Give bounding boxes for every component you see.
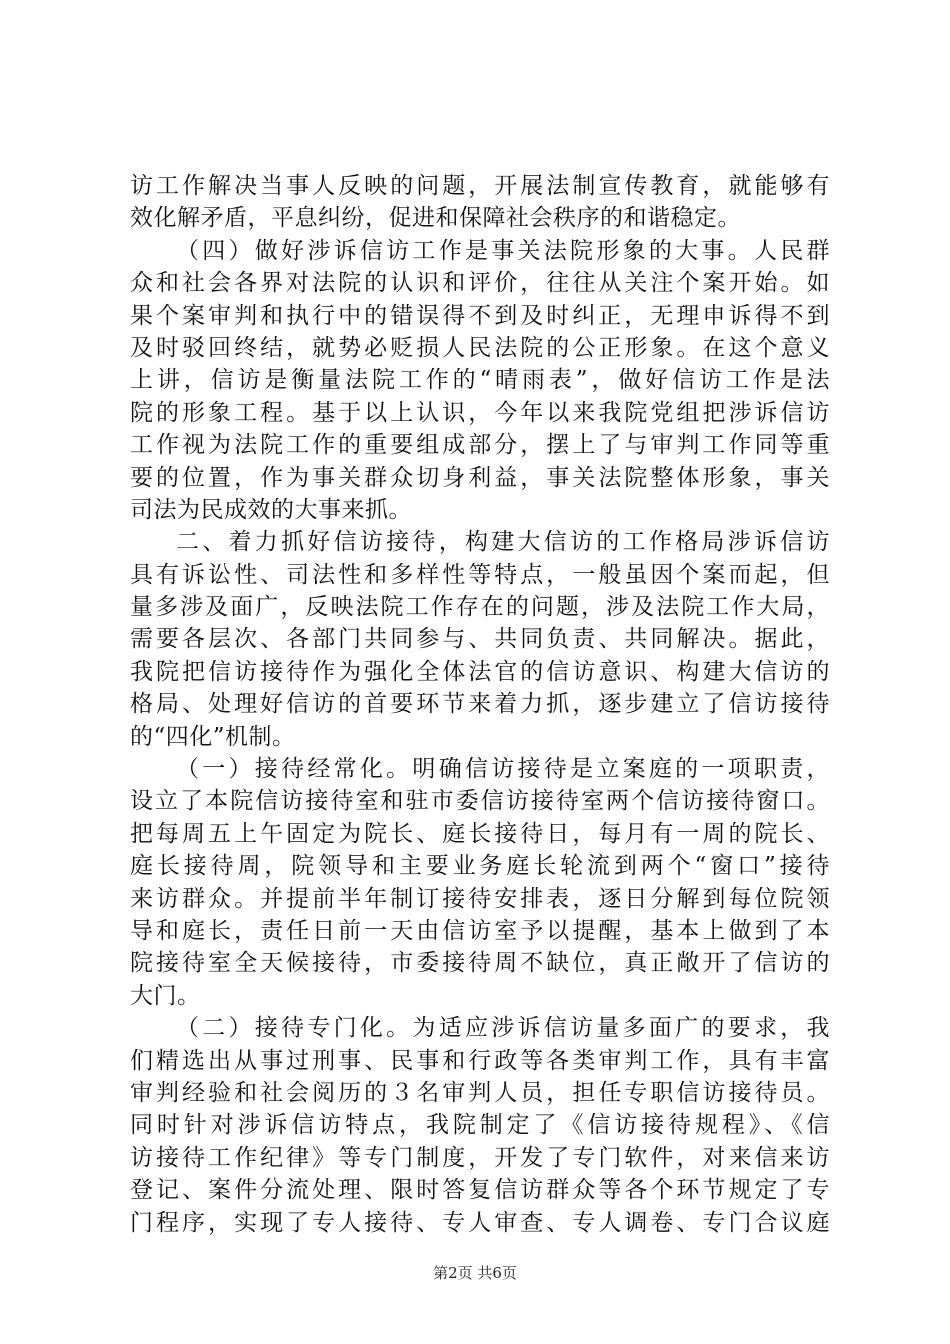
text-line: 要的位置，作为事关群众切身利益，事关法院整体形象，事关: [130, 464, 830, 491]
text-line: 访工作解决当事人反映的问题，开展法制宣传教育，就能够有: [130, 173, 830, 199]
text-line: 庭长接待周，院领导和主要业务庭长轮流到两个“窗口”接待: [130, 853, 830, 880]
text-line: 效化解矛盾，平息纠纷，促进和保障社会秩序的和谐稳定。: [130, 205, 741, 232]
text-line: 设立了本院信访接待室和驻市委信访接待室两个信访接待窗口。: [130, 788, 830, 815]
text-line: 登记、案件分流处理、限时答复信访群众等各个环节规定了专: [130, 1177, 830, 1204]
text-line: 上讲，信访是衡量法院工作的“晴雨表”，做好信访工作是法: [130, 367, 830, 394]
text-line: 需要各层次、各部门共同参与、共同负责、共同解决。据此，: [130, 626, 830, 653]
page-number-footer: 第2页 共6页: [433, 1264, 517, 1282]
text-line: 把每周五上午固定为院长、庭长接待日，每月有一周的院长、: [130, 820, 830, 847]
text-line: 工作视为法院工作的重要组成部分，摆上了与审判工作同等重: [130, 432, 830, 459]
text-line: 大门。: [130, 982, 201, 1009]
text-line: 具有诉讼性、司法性和多样性等特点，一般虽因个案而起，但: [130, 561, 830, 588]
text-line: 导和庭长，责任日前一天由信访室予以提醒，基本上做到了本: [130, 917, 830, 944]
text-line: 果个案审判和执行中的错误得不到及时纠正，无理申诉得不到: [130, 302, 830, 329]
text-line: 我院把信访接待作为强化全体法官的信访意识、构建大信访的: [130, 658, 830, 685]
section-heading-line: 二、着力抓好信访接待，构建大信访的工作格局涉诉信访: [176, 529, 830, 556]
text-line: 量多涉及面广，反映法院工作存在的问题，涉及法院工作大局，: [130, 594, 830, 621]
paragraph-start-line: （一）接待经常化。明确信访接待是立案庭的一项职责，: [176, 756, 830, 783]
text-line: 们精选出从事过刑事、民事和行政等各类审判工作，具有丰富: [130, 1047, 830, 1074]
paragraph-start-line: （四）做好涉诉信访工作是事关法院形象的大事。人民群: [176, 237, 830, 264]
document-body: [130, 170, 830, 1239]
text-line: 格局、处理好信访的首要环节来着力抓，逐步建立了信访接待: [130, 691, 830, 718]
text-line: 来访群众。并提前半年制订接待安排表，逐日分解到每位院领: [130, 885, 830, 912]
text-line: 同时针对涉诉信访特点，我院制定了《信访接待规程》、《信: [130, 1112, 830, 1139]
text-line: 司法为民成效的大事来抓。: [130, 496, 412, 523]
text-line: 及时驳回终结，就势必贬损人民法院的公正形象。在这个意义: [130, 334, 830, 361]
text-line: 的“四化”机制。: [130, 723, 296, 750]
text-line: 访接待工作纪律》等专门制度，开发了专门软件，对来信来访: [130, 1144, 830, 1171]
text-line: 院的形象工程。基于以上认识，今年以来我院党组把涉诉信访: [130, 399, 830, 426]
text-line: 门程序，实现了专人接待、专人审查、专人调卷、专门合议庭: [130, 1209, 830, 1236]
text-line: 众和社会各界对法院的认识和评价，往往从关注个案开始。如: [130, 270, 830, 297]
text-line: 审判经验和社会阅历的３名审判人员，担任专职信访接待员。: [130, 1079, 830, 1106]
paragraph-start-line: （二）接待专门化。为适应涉诉信访量多面广的要求，我: [176, 1015, 830, 1042]
text-line: 院接待室全天候接待，市委接待周不缺位，真正敞开了信访的: [130, 950, 830, 977]
